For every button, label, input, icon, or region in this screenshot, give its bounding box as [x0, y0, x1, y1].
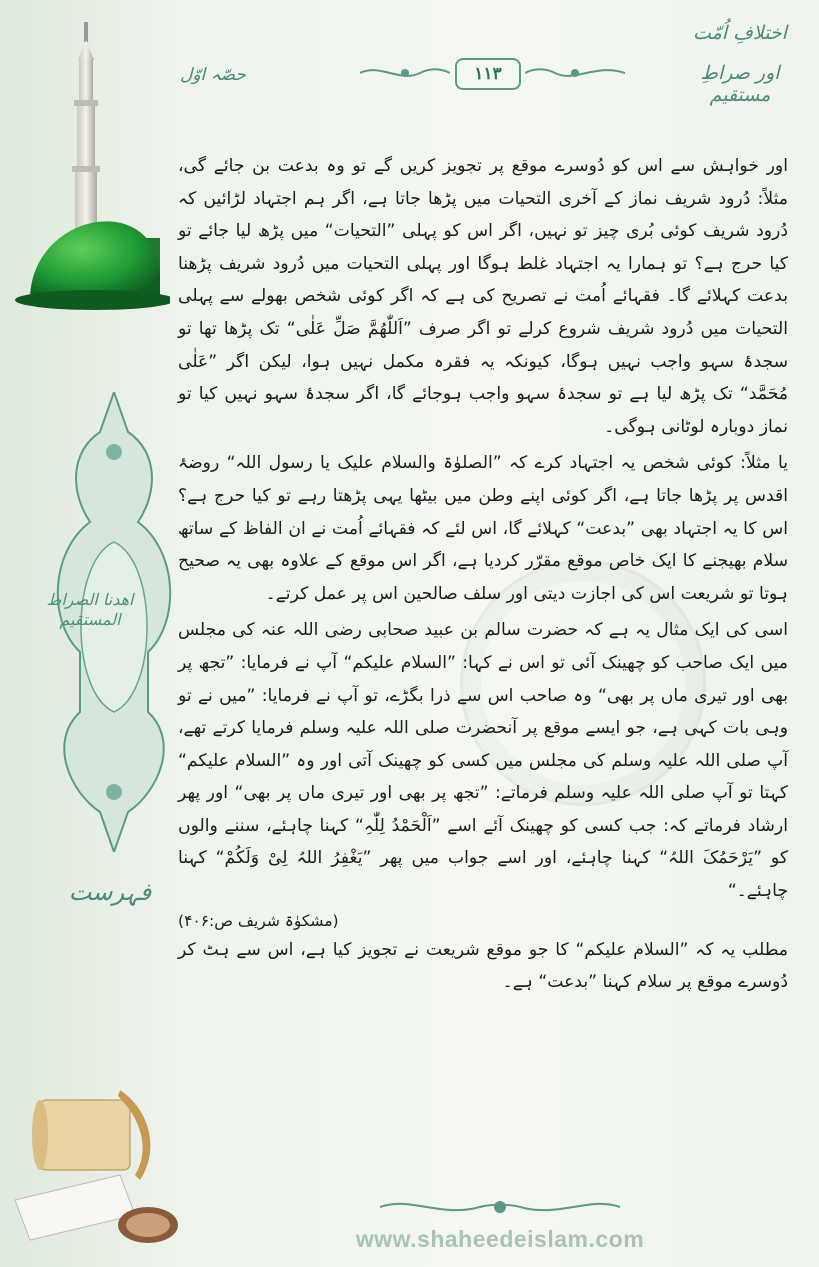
paragraph-3: اسی کی ایک مثال یہ ہے کہ حضرت سالم بن عبید صحابی رضی اللہ عنہ کی مجلس میں ایک صاحب کو چھینک آئی تو اس نے کہا: ”السلام علیکم“ آپ نے فرمایا: ”تجھ پر بھی اور تیری ماں پر بھی“ وہ صاحب اس سے ذرا بگڑے، تو آپ نے فرمایا: ”میں نے تو وہی بات کہی ہے، جو ایسے موقع پر آنحضرت صلی اللہ علیہ وسلم فرمایا کرتے تھے، آپ صلی اللہ علیہ وسلم کی مجلس میں کسی کو چھینک آتی اور وہ ”السلام علیکم“ کہتا تو آپ صلی اللہ علیہ وسلم فرماتے: ”تجھ پر بھی اور تیری ماں پر بھی“ اور پھر ارشاد فرماتے کہ: جب کسی کو چھینک آئے اسے ”اَلْحَمْدُ لِلّٰہِ“ کہنا چاہئے، سننے والوں کو ”یَرْحَمُکَ اللہُ“ کہنا چاہئے، اور اسے جواب میں پھر ”یَغْفِرُ اللہُ لِیْ وَلَکُمْ“ کہنا چاہئے۔“ [178, 620, 788, 902]
scroll-quill-illustration [10, 1080, 180, 1250]
book-title [680, 22, 800, 106]
header-ornament-left [360, 63, 450, 83]
panel-calligraphy: اھدنا الصراط المستقیم [46, 590, 134, 629]
toc-link[interactable]: فہرست [68, 878, 152, 906]
section-label: حصّہ اوّل [180, 65, 246, 85]
page-number: ۱۱۳ [455, 58, 521, 90]
footer-ornament [380, 1196, 620, 1218]
book-title-line2: اور صراطِ مستقیم [700, 62, 780, 106]
book-title-line1: اختلافِ اُمّت [693, 22, 787, 44]
paragraph-2: یا مثلاً: کوئی شخص یہ اجتہاد کرے کہ ”الصلوٰۃ والسلام علیک یا رسول اللہ“ روضۂ اقدس پر پڑھا جاتا ہے، اگر کوئی اپنے وطن میں بیٹھا یہی پڑھتا رہے تو کیا حرج ہے؟ اس کا یہ اجتہاد بھی ”بدعت“ کہلائے گا، اس لئے کہ فقہائے اُمت نے ان الفاظ کے ساتھ سلام بھیجنے کا ایک خاص موقع مقرّر کردیا ہے، اگر اس موقع کے علاوہ بھی یہ صحیح ہوتا تو شریعت اس کی اجازت دیتی اور سلف صالحین اس پر عمل کرتے۔ [178, 453, 788, 604]
main-text [178, 150, 788, 999]
header-ornament-right [525, 63, 625, 83]
citation: (مشکوٰۃ شریف ص:۴۰۶) [178, 911, 339, 930]
closing-paragraph: مطلب یہ کہ ”السلام علیکم“ کا جو موقع شریعت نے تجویز کیا ہے، اس سے ہٹ کر دُوسرے موقع پر سلام کہنا ”بدعت“ ہے۔ [178, 939, 788, 993]
footer-website-link[interactable]: www.shaheedeislam.com [355, 1226, 645, 1252]
green-dome-illustration [0, 0, 170, 340]
paragraph-1: اور خواہش سے اس کو دُوسرے موقع پر تجویز کریں گے تو وہ بدعت بن جائے گی، مثلاً: دُرود شریف نماز کے آخری التحیات میں پڑھا جاتا ہے، اگر ہم اجتہاد لڑائیں کہ دُرود شریف کوئی بُری چیز تو نہیں، اگر اس کو پہلی ”التحیات“ میں پڑھ لیا جائے تو کیا حرج ہے؟ تو ہمارا یہ اجتہاد غلط ہوگا اور پہلی التحیات میں دُرود شریف پڑھنا بدعت کہلائے گا۔ فقہائے اُمت نے تصریح کی ہے کہ اگر کوئی شخص بھولے سے پہلی التحیات میں دُرود شریف شروع کرلے تو اگر صرف ”اَللّٰھُمَّ صَلِّ عَلٰی“ تک پڑھا تھا تو سجدۂ سہو واجب نہیں ہوگا، کیونکہ یہ فقرہ مکمل نہیں ہوا، لیکن اگر ”عَلٰی مُحَمَّد“ تک پڑھ لیا ہے تو سجدۂ سہو واجب ہوجائے گا، اگر سجدۂ سہو نہیں کیا تو نماز دوبارہ لوٹانی ہوگی۔ [178, 156, 788, 437]
